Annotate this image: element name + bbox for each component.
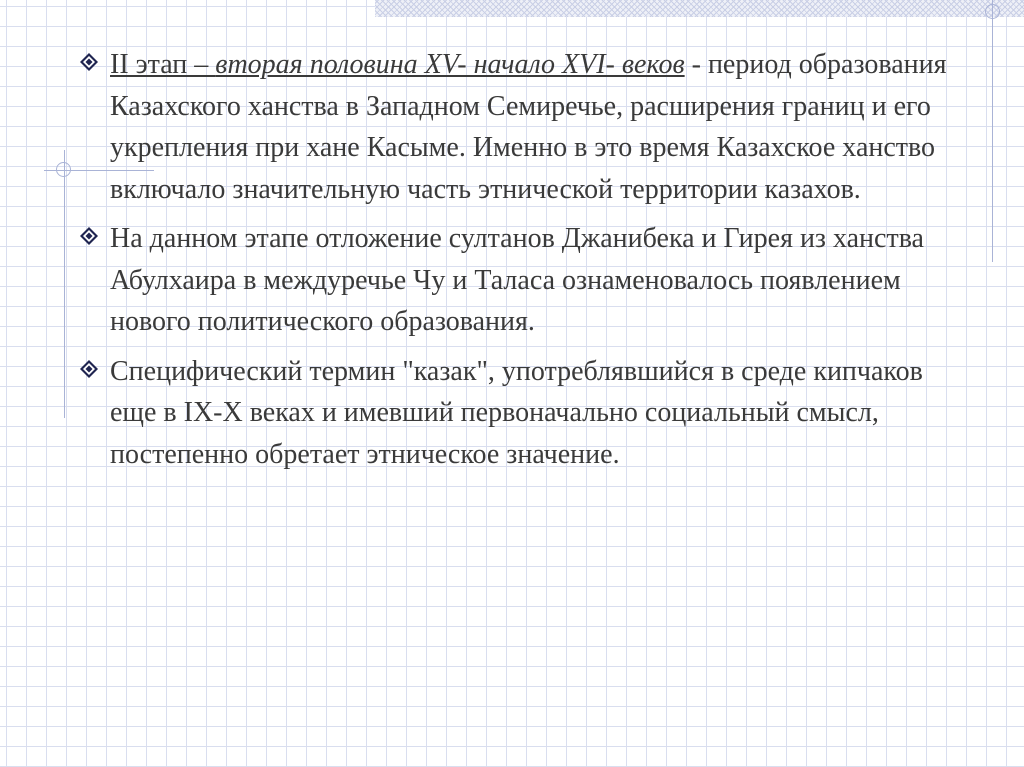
bullet-text-1: - период образования Казахского ханства в Западном Семиречье, расширения границ и его укрепления при хане Касыме. Именно в это время Казахское ханство включало значительную часть этнической территории казахов.: [110, 49, 947, 205]
bullet-item-1: [76, 44, 976, 210]
stage-heading-plain: II этап –: [110, 49, 216, 80]
decorative-vertical-rule-right: [992, 0, 993, 262]
diamond-bullet-icon: [79, 226, 99, 246]
bullet-text-2: На данном этапе отложение султанов Джанибека и Гирея из ханства Абулхаира в междуречье Чу и Таласа ознаменовалось появлением нового политического образования.: [110, 223, 924, 337]
decorative-vertical-rule-left: [64, 150, 65, 418]
diamond-bullet-icon: [79, 52, 99, 72]
decorative-ring-right: [985, 4, 1000, 19]
decorative-top-band: [375, 0, 1024, 17]
bullet-item-3: [76, 351, 976, 476]
bullet-text-3: Специфический термин "казак", употреблявшийся в среде кипчаков еще в IX-X веках и имевший первоначально социальный смысл, постепенно обретает этническое значение.: [110, 355, 923, 470]
stage-heading: [110, 49, 685, 80]
decorative-ring-left: [56, 162, 71, 177]
bullet-item-2: [76, 218, 976, 343]
diamond-bullet-icon: [79, 359, 99, 379]
slide-content: [76, 44, 976, 483]
stage-heading-period: вторая половина XV- начало XVI- веков: [215, 49, 685, 80]
